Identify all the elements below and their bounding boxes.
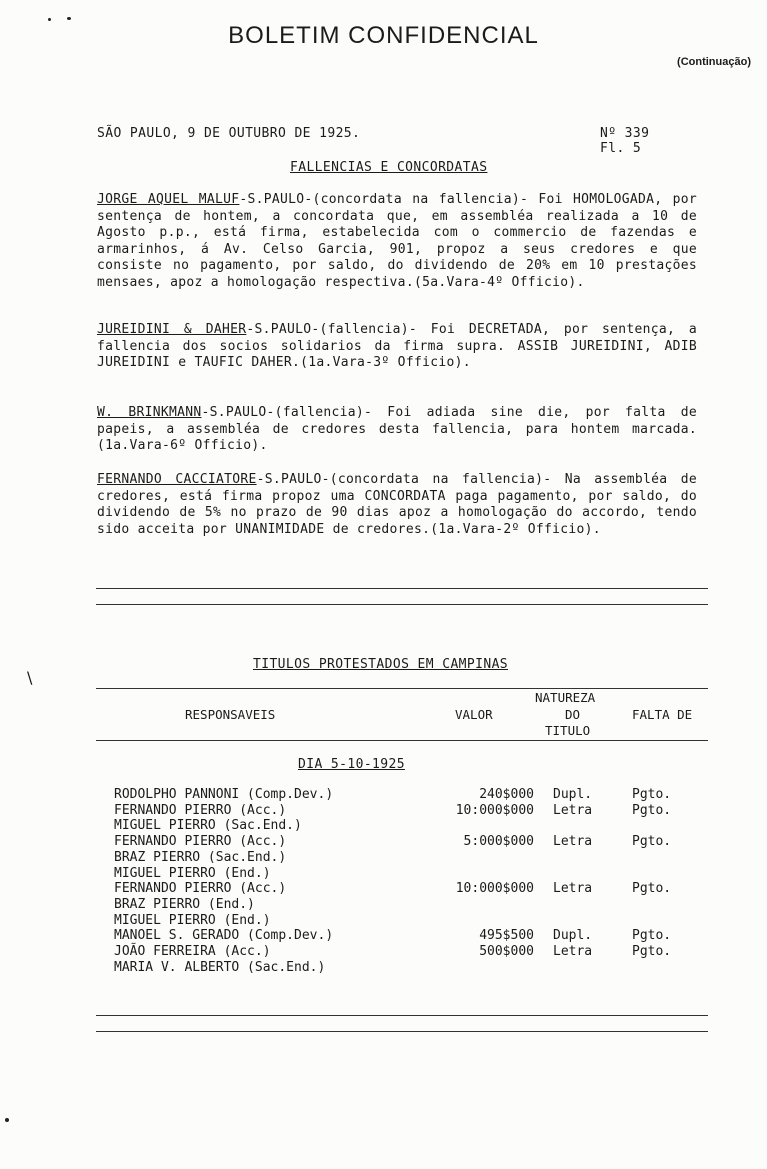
scan-mark: \ xyxy=(27,668,33,687)
entry-maluf xyxy=(97,192,697,291)
scan-speck xyxy=(5,1118,9,1122)
entry-text: -S.PAULO-(fallencia)- Foi adiada sine die, por falta de papeis, a assembléa de credores desta fallencia, para hontem marcada.(1a.Vara-6º Officio). xyxy=(97,405,697,453)
responsavel-cell: BRAZ PIERRO (Sac.End.) xyxy=(114,849,287,865)
divider-line xyxy=(96,588,708,589)
responsavel-cell: RODOLPHO PANNONI (Comp.Dev.) xyxy=(114,787,334,802)
falta-cell: Pgto. xyxy=(632,928,672,944)
table-row xyxy=(0,928,767,945)
responsavel-cell: FERNANDO PIERRO (Acc.) xyxy=(114,834,287,850)
natureza-cell: Letra xyxy=(553,802,593,818)
natureza-cell: Letra xyxy=(553,834,593,850)
entry-name: JORGE AQUEL MALUF xyxy=(97,192,240,207)
falta-cell: Pgto. xyxy=(632,881,672,897)
divider-line xyxy=(96,1031,708,1032)
continuation-label: (Continuação) xyxy=(677,56,751,68)
table-row xyxy=(0,897,767,914)
valor-cell: 5:000$000 xyxy=(463,834,534,850)
natureza-cell: Dupl. xyxy=(553,787,593,802)
day-label: DIA 5-10-1925 xyxy=(298,757,405,772)
table-top-rule xyxy=(96,688,708,689)
table-header-rule xyxy=(96,740,708,741)
entry-brinkmann xyxy=(97,405,697,455)
valor-cell: 495$500 xyxy=(479,928,534,944)
place-date: SÃO PAULO, 9 DE OUTUBRO DE 1925. xyxy=(97,126,361,141)
column-header-responsaveis: RESPONSAVEIS xyxy=(185,707,276,722)
table-row xyxy=(0,787,767,804)
responsavel-cell: MIGUEL PIERRO (End.) xyxy=(114,912,271,928)
table-row xyxy=(0,944,767,961)
scan-speck xyxy=(67,17,71,20)
falta-cell: Pgto. xyxy=(632,944,672,959)
falta-cell: Pgto. xyxy=(632,802,672,818)
entry-cacciatore xyxy=(97,472,697,538)
scan-speck xyxy=(48,18,51,21)
valor-cell: 10:000$000 xyxy=(455,881,534,897)
valor-cell: 240$000 xyxy=(479,787,534,802)
falta-cell: Pgto. xyxy=(632,787,672,802)
section-title-fallencias: FALLENCIAS E CONCORDATAS xyxy=(290,160,488,175)
column-header-titulo: TITULO xyxy=(545,723,591,738)
responsavel-cell: MARIA V. ALBERTO (Sac.End.) xyxy=(114,959,326,975)
table-row xyxy=(0,803,767,820)
natureza-cell: Letra xyxy=(553,944,593,959)
entry-name: FERNANDO CACCIATORE xyxy=(97,472,257,487)
table-row xyxy=(0,850,767,867)
table-row xyxy=(0,866,767,883)
entry-text: -S.PAULO-(concordata na fallencia)- Na assembléa de credores, está firma propoz uma CONCORDATA paga pagamento, por saldo, do dividendo de 5% no prazo de 90 dias apoz a homologação do accordo, tendo sido acceita por UNANIMIDADE de credores.(1a.Vara-2º Officio). xyxy=(97,472,697,537)
falta-cell: Pgto. xyxy=(632,834,672,850)
valor-cell: 500$000 xyxy=(479,944,534,959)
valor-cell: 10:000$000 xyxy=(455,802,534,818)
responsavel-cell: FERNANDO PIERRO (Acc.) xyxy=(114,881,287,897)
column-header-do: DO xyxy=(565,707,581,722)
entry-text: -S.PAULO-(concordata na fallencia)- Foi HOMOLOGADA, por sentença de hontem, a concordata que, em assembléa realizada a 10 de Agosto p.p., está firma, estabelecida com o commercio de fazendas e armarinhos, á Av. Celso Garcia, 901, propoz a seus credores e que consiste no pagamento, por saldo, do dividendo de 20% em 10 prestações mensaes, apoz a homologação respectiva.(5a.Vara-4º Officio). xyxy=(97,192,697,290)
divider-line xyxy=(96,604,708,605)
table-row xyxy=(0,818,767,835)
column-header-falta: FALTA DE xyxy=(632,707,693,722)
folio-number: Fl. 5 xyxy=(600,141,642,156)
natureza-cell: Letra xyxy=(553,881,593,897)
entry-name: W. BRINKMANN xyxy=(97,405,202,420)
entry-jureidini xyxy=(97,322,697,372)
responsavel-cell: MIGUEL PIERRO (End.) xyxy=(114,865,271,881)
column-header-natureza: NATUREZA xyxy=(535,690,596,705)
table-row xyxy=(0,834,767,851)
column-header-valor: VALOR xyxy=(455,707,493,722)
entry-name: JUREIDINI & DAHER xyxy=(97,322,247,337)
table-row xyxy=(0,881,767,898)
table-row xyxy=(0,913,767,930)
natureza-cell: Dupl. xyxy=(553,928,593,944)
table-row xyxy=(0,960,767,977)
responsavel-cell: FERNANDO PIERRO (Acc.) xyxy=(114,802,287,818)
section-title-titulos: TITULOS PROTESTADOS EM CAMPINAS xyxy=(253,657,509,672)
divider-line xyxy=(96,1015,708,1016)
bulletin-number: Nº 339 xyxy=(600,126,650,141)
entry-text: -S.PAULO-(fallencia)- Foi DECRETADA, por sentença, a fallencia dos socios solidarios da firma supra. ASSIB JUREIDINI, ADIB JUREIDINI e TAUFIC DAHER.(1a.Vara-3º Officio). xyxy=(97,322,697,370)
responsavel-cell: MIGUEL PIERRO (Sac.End.) xyxy=(114,818,302,834)
responsavel-cell: JOÃO FERREIRA (Acc.) xyxy=(114,944,271,959)
responsavel-cell: BRAZ PIERRO (End.) xyxy=(114,896,255,912)
responsavel-cell: MANOEL S. GERADO (Comp.Dev.) xyxy=(114,928,334,944)
bulletin-title: BOLETIM CONFIDENCIAL xyxy=(228,22,539,49)
